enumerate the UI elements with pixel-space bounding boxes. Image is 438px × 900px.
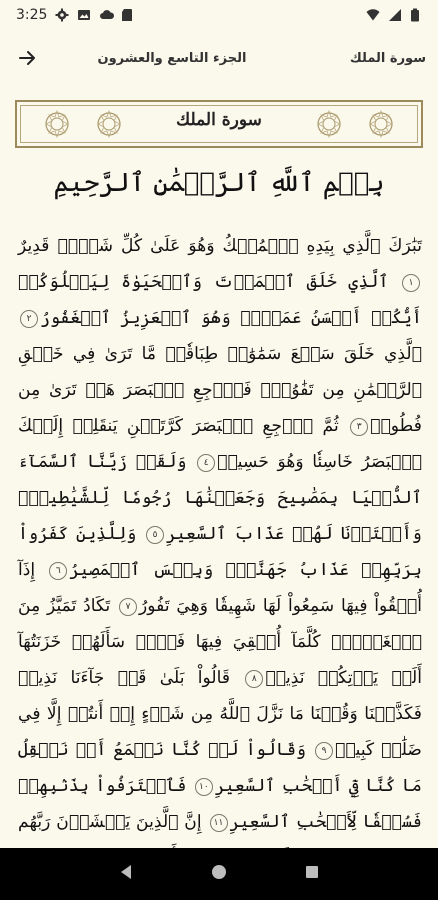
status-left [16,7,135,23]
system-nav-bar [0,848,438,900]
photo-icon [77,8,91,22]
home-circle-icon[interactable] [210,863,228,885]
app-bar [0,38,438,78]
verse-text[interactable]: وَلَقَدۡ زَيَّنَّا ٱلسَّمَآءَ ٱلدُّنۡيَا بِمَصَٰبِيحَ وَجَعَلۡنَٰهَا رُجُومٗا لِّلشَّيَٰطِينِۖ وَأَعۡتَدۡنَا لَهُمۡ عَذَابَ ٱلسَّعِيرِ [18,452,422,544]
status-time: 3:25 [16,7,48,23]
status-bar [0,0,438,30]
surah-title[interactable]: سورة الملك [349,50,426,66]
verse-number-marker[interactable]: ٦ [49,562,67,580]
signal-icon [388,8,402,22]
wifi-icon [366,8,380,22]
verse-number-marker[interactable]: ٩ [315,742,333,760]
surah-banner [15,100,423,148]
verse-number-marker[interactable]: ٤ [197,454,215,472]
verse-text[interactable]: تَكَادُ تَمَيَّزُ مِنَ ٱلۡغَيۡظِۖ كُلَّمَآ أُلۡقِيَ فِيهَا فَوۡجٞ سَأَلَهُمۡ خَزَنَتُهَآ أَلَمۡ يَأۡتِكُمۡ نَذِيرٞ [18,596,422,688]
verse-text[interactable]: ثُمَّ ٱرۡجِعِ ٱلۡبَصَرَ كَرَّتَيۡنِ يَنقَلِبۡ إِلَيۡكَ ٱلۡبَصَرُ خَاسِئٗا وَهُوَ حَسِيرٞ [18,416,422,472]
recents-square-icon[interactable] [303,863,321,885]
verse-number-marker[interactable]: ١ [402,274,420,292]
verse-text[interactable]: إِنَّ ٱلَّذِينَ يَخۡشَوۡنَ رَبَّهُم [18,812,202,832]
cloud-icon [99,8,113,22]
verse-number-marker[interactable]: ٧ [119,598,137,616]
basmala: بِسۡمِ ٱللَّهِ ٱلرَّحۡمَٰنِ ٱلرَّحِيمِ [53,168,385,198]
surah-banner-name: سورة الملك [176,110,262,130]
verse-text[interactable]: ٱلَّذِي خَلَقَ ٱلۡمَوۡتَ وَٱلۡحَيَوٰةَ لِيَبۡلُوَكُمۡ أَيُّكُمۡ أَحۡسَنُ عَمَلٗاۚ وَهُوَ ٱلۡعَزِيزُ ٱلۡغَفُورُ [18,272,422,328]
verse-number-marker[interactable]: ١٠ [195,778,213,796]
verse-text[interactable]: وَلِلَّذِينَ كَفَرُواْ بِرَبِّهِمۡ عَذَابُ جَهَنَّمَۖ وَبِئۡسَ ٱلۡمَصِيرُ [18,524,422,580]
verse-text[interactable]: قَالُواْ بَلَىٰ قَدۡ جَآءَنَا نَذِيرٞ فَكَذَّبۡنَا وَقُلۡنَا مَا نَزَّلَ ٱللَّهُ مِن شَيۡءٍ إِنۡ أَنتُمۡ إِلَّا فِي ضَلَٰلٖ كَبِيرٖ [18,668,422,760]
verse-text[interactable]: وَقَالُواْ لَوۡ كُنَّا نَسۡمَعُ أَوۡ نَعۡقِلُ مَا كُنَّا فِيٓ أَصۡحَٰبِ ٱلسَّعِيرِ [18,740,422,796]
verse-text-block [18,228,422,876]
juz-title[interactable]: الجزء التاسع والعشرون [97,50,247,66]
verse-number-marker[interactable]: ٨ [245,670,263,688]
sd-card-icon [121,8,135,22]
verse-number-marker[interactable]: ١١ [210,814,228,832]
status-right [366,8,424,22]
verse-number-marker[interactable]: ٥ [146,526,164,544]
verse-number-marker[interactable]: ٣ [350,418,368,436]
verse-text[interactable]: تَبَٰرَكَ ٱلَّذِي بِيَدِهِ ٱلۡمُلۡكُ وَهُوَ عَلَىٰ كُلِّ شَيۡءٖ قَدِيرٌ [18,236,422,256]
arrow-back-icon[interactable] [12,43,42,73]
verse-text[interactable]: ٱلَّذِي خَلَقَ سَبۡعَ سَمَٰوَٰتٖ طِبَاقٗاۖ مَّا تَرَىٰ فِي خَلۡقِ ٱلرَّحۡمَٰنِ مِن تَفَٰوُتٖۖ فَٱرۡجِعِ ٱلۡبَصَرَ هَلۡ تَرَىٰ مِن فُطُورٖ [18,344,422,436]
battery-icon [410,8,424,22]
verse-text[interactable]: إِذَآ أُلۡقُواْ فِيهَا سَمِعُواْ لَهَا شَهِيقٗا وَهِيَ تَفُورُ [18,560,423,616]
verse-number-marker[interactable]: ٢ [20,310,38,328]
verse-text[interactable]: فَٱعۡتَرَفُواْ بِذَنۢبِهِمۡ فَسُحۡقٗا لِّأَصۡحَٰبِ ٱلسَّعِيرِ [18,776,422,832]
settings-icon [55,8,69,22]
back-triangle-icon[interactable] [117,863,135,885]
